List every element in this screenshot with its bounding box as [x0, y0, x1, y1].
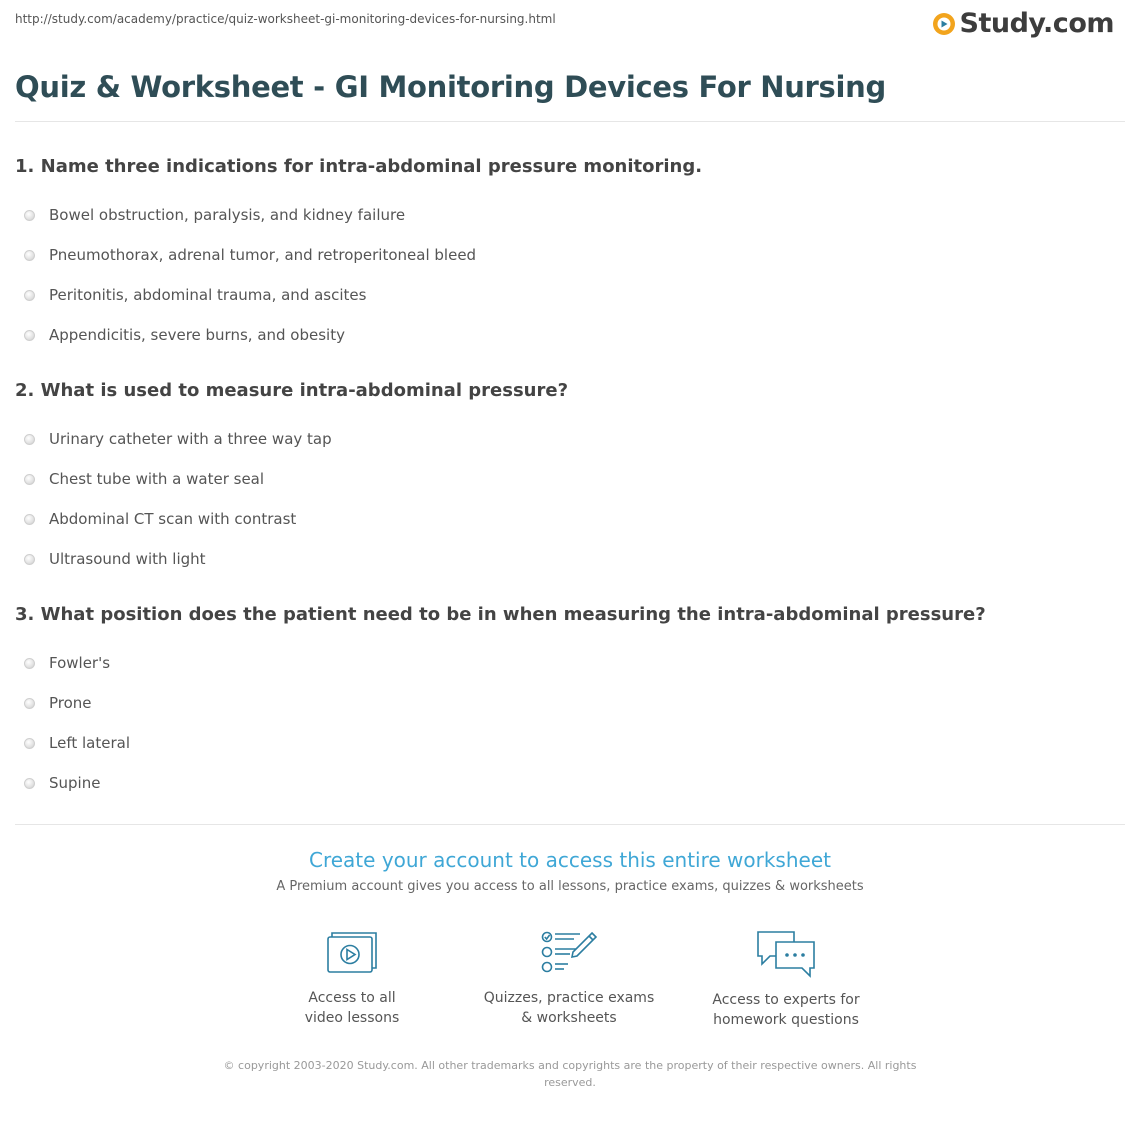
answer-label: Bowel obstruction, paralysis, and kidney failure	[49, 206, 406, 224]
answer-list	[15, 195, 1125, 355]
signup-cta	[0, 846, 1140, 896]
radio-icon[interactable]	[24, 290, 35, 301]
copyright-notice: © copyright 2003-2020 Study.com. All other trademarks and copyrights are the property of their respective owners. All rights reserved.	[223, 1059, 917, 1089]
study-logo[interactable]	[932, 8, 1114, 39]
feature-quizzes	[469, 928, 669, 1028]
page-url: http://study.com/academy/practice/quiz-worksheet-gi-monitoring-devices-for-nursing.html	[15, 12, 556, 26]
answer-label: Appendicitis, severe burns, and obesity	[49, 326, 345, 344]
answer-option[interactable]	[15, 643, 1125, 683]
answer-option[interactable]	[15, 539, 1125, 579]
radio-icon[interactable]	[24, 698, 35, 709]
question-title: 1. Name three indications for intra-abdominal pressure monitoring.	[15, 156, 703, 177]
radio-icon[interactable]	[24, 210, 35, 221]
radio-icon[interactable]	[24, 330, 35, 341]
answer-label: Fowler's	[49, 654, 111, 672]
answer-option[interactable]	[15, 683, 1125, 723]
answer-option[interactable]	[15, 315, 1125, 355]
radio-icon[interactable]	[24, 434, 35, 445]
answer-list	[15, 419, 1125, 579]
cta-title-link[interactable]: Create your account to access this entire worksheet	[309, 848, 831, 872]
answer-option[interactable]	[15, 723, 1125, 763]
answer-label: Abdominal CT scan with contrast	[49, 510, 297, 528]
radio-icon[interactable]	[24, 514, 35, 525]
answer-option[interactable]	[15, 419, 1125, 459]
expert-chat-icon	[754, 928, 818, 978]
cta-subtitle: A Premium account gives you access to all lessons, practice exams, quizzes & worksheets	[276, 879, 864, 894]
logo-text: Study.com	[959, 8, 1114, 39]
question-2	[15, 379, 1125, 579]
radio-icon[interactable]	[24, 658, 35, 669]
answer-option[interactable]	[15, 235, 1125, 275]
cta-divider	[15, 824, 1125, 825]
page-title: Quiz & Worksheet - GI Monitoring Devices For Nursing	[15, 70, 886, 104]
feature-label: Access to all video lessons	[304, 990, 400, 1026]
quiz-checklist-icon	[540, 928, 598, 976]
radio-icon[interactable]	[24, 738, 35, 749]
question-title: 3. What position does the patient need to be in when measuring the intra-abdominal pressure?	[15, 604, 986, 625]
answer-option[interactable]	[15, 459, 1125, 499]
answer-option[interactable]	[15, 275, 1125, 315]
answer-label: Prone	[49, 694, 92, 712]
feature-label: Quizzes, practice exams & worksheets	[483, 990, 655, 1026]
answer-label: Chest tube with a water seal	[49, 470, 265, 488]
feature-video-lessons	[252, 928, 452, 1028]
answer-list	[15, 643, 1125, 803]
answer-label: Urinary catheter with a three way tap	[49, 430, 332, 448]
answer-label: Left lateral	[49, 734, 130, 752]
radio-icon[interactable]	[24, 554, 35, 565]
feature-label: Access to experts for homework questions	[712, 992, 860, 1028]
answer-option[interactable]	[15, 195, 1125, 235]
question-title: 2. What is used to measure intra-abdominal pressure?	[15, 380, 569, 401]
radio-icon[interactable]	[24, 474, 35, 485]
video-lesson-icon	[324, 928, 380, 976]
answer-label: Peritonitis, abdominal trauma, and ascites	[49, 286, 367, 304]
play-logo-icon	[932, 12, 956, 36]
answer-label: Supine	[49, 774, 101, 792]
radio-icon[interactable]	[24, 778, 35, 789]
question-3	[15, 603, 1125, 803]
title-divider	[15, 121, 1125, 122]
answer-label: Ultrasound with light	[49, 550, 206, 568]
radio-icon[interactable]	[24, 250, 35, 261]
feature-experts	[686, 928, 886, 1030]
answer-option[interactable]	[15, 763, 1125, 803]
answer-label: Pneumothorax, adrenal tumor, and retroperitoneal bleed	[49, 246, 477, 264]
answer-option[interactable]	[15, 499, 1125, 539]
question-1	[15, 155, 1125, 355]
